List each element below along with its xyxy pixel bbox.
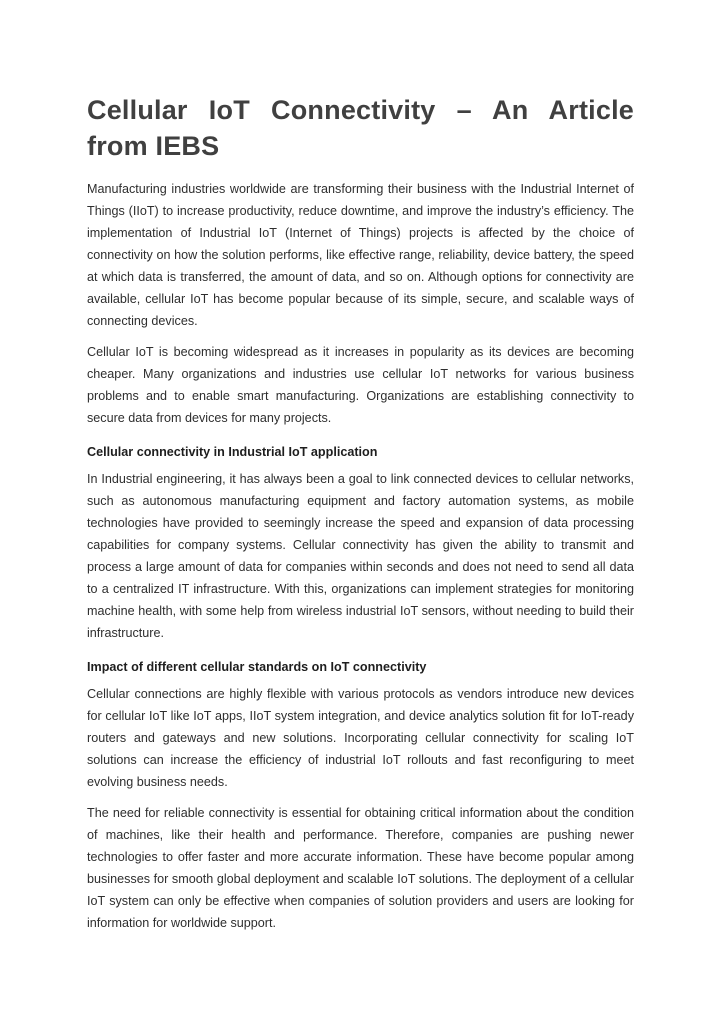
- intro-paragraph-1: Manufacturing industries worldwide are transforming their business with the Industrial Internet of Things (IIoT) to increase productivity, reduce downtime, and improve the industry’s efficiency. The implementation of Industrial IoT (Internet of Things) projects is affected by the choice of connectivity on how the solution performs, like effective range, reliability, device battery, the speed at which data is transferred, the amount of data, and so on. Although options for connectivity are available, cellular IoT has become popular because of its simple, secure, and scalable ways of connecting devices.: [87, 182, 634, 328]
- section-heading-cellular-standards: Impact of different cellular standards on IoT connectivity: [87, 660, 427, 674]
- article-title: Cellular IoT Connectivity – An Article from IEBS: [87, 95, 634, 161]
- intro-paragraph-2: Cellular IoT is becoming widespread as it increases in popularity as its devices are becoming cheaper. Many organizations and industries use cellular IoT networks for various business problems and to enable smart manufacturing. Organizations are establishing connectivity to secure data from devices for many projects.: [87, 345, 634, 425]
- section2-paragraph-2: The need for reliable connectivity is essential for obtaining critical information about the condition of machines, like their health and performance. Therefore, companies are pushing newer technologies to offer faster and more accurate information. These have become popular among businesses for smooth global deployment and scalable IoT solutions. The deployment of a cellular IoT system can only be effective when companies of solution providers and users are looking for information for worldwide support.: [87, 806, 634, 930]
- section-heading-cellular-connectivity: Cellular connectivity in Industrial IoT application: [87, 445, 378, 459]
- section2-paragraph-1: Cellular connections are highly flexible with various protocols as vendors introduce new devices for cellular IoT like IoT apps, IIoT system integration, and device analytics solution fit for IoT-ready routers and gateways and new solutions. Incorporating cellular connectivity for scaling IoT solutions can increase the efficiency of industrial IoT rollouts and fast reconfiguring to meet evolving business needs.: [87, 687, 634, 789]
- document-page: [87, 92, 634, 943]
- section1-paragraph-1: In Industrial engineering, it has always been a goal to link connected devices to cellular networks, such as autonomous manufacturing equipment and factory automation systems, as mobile technologies have provided to seemingly increase the speed and expansion of data processing capabilities for company systems. Cellular connectivity has given the ability to transmit and process a large amount of data for companies within seconds and does not need to send all data to a centralized IT infrastructure. With this, organizations can implement strategies for monitoring machine health, with some help from wireless industrial IoT sensors, without needing to build their infrastructure.: [87, 472, 634, 640]
